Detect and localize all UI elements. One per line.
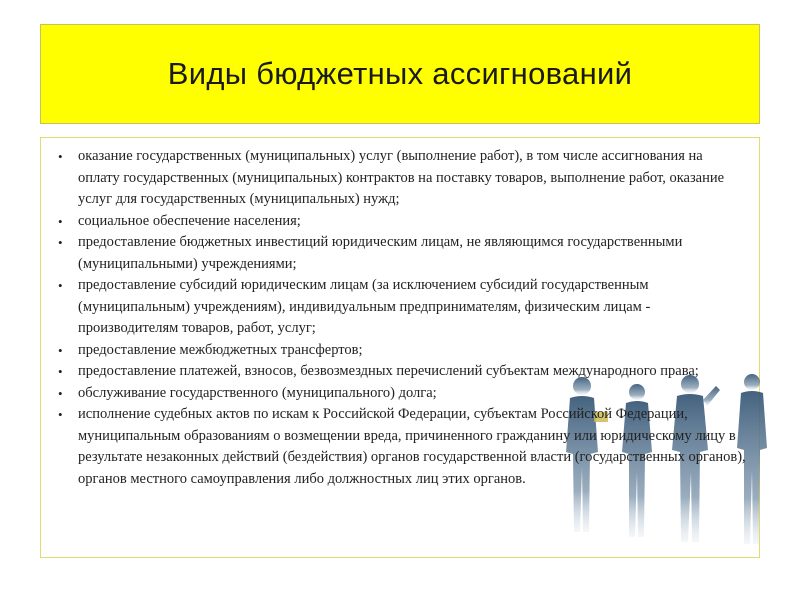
list-item-text: предоставление субсидий юридическим лицам (за исключением субсидий государственным (муниципальным) учреждениям), индивидуальным предпринимателям, физическим лицам - производителям товаров, работ, услуг; [78,277,651,336]
list-item-text: предоставление платежей, взносов, безвозмездных перечислений субъектам международного права; [78,363,699,379]
list-item-text: предоставление бюджетных инвестиций юридическим лицам, не являющимся государственными (муниципальными) учреждениями; [78,234,683,272]
list-item [58,211,748,233]
list-item-text: предоставление межбюджетных трансфертов; [78,341,363,358]
bullet-marker: • [58,213,63,229]
list-item-text: исполнение судебных актов по искам к Российской Федерации, субъектам Российской Федерации, муниципальным образованиям о возмещении вреда, причиненного гражданину или юридическому лицу в результате незаконных действий (бездействия) органов государственной власти (государственных органов), органов местного самоуправления либо должностных лиц этих органов. [78,406,746,487]
list-item [58,232,748,275]
bullet-marker: • [58,342,63,358]
list-item-text: социальное обеспечение населения; [78,212,301,229]
list-item [58,404,748,490]
assignment-types-list [58,146,748,490]
list-item [58,383,748,405]
bullet-marker: • [58,235,63,250]
bullet-marker: • [58,385,63,401]
list-item [58,275,748,340]
bullet-marker: • [58,364,63,379]
list-item-text: оказание государственных (муниципальных) услуг (выполнение работ), в том числе ассигнования на оплату государственных (муниципальных) контрактов на поставку товаров, выполнение работ, оказание услуг для государственных (муниципальных) нужд; [78,148,725,207]
list-item [58,146,748,211]
title-banner [40,24,760,124]
list-item [58,340,748,362]
list-item [58,361,748,383]
slide-title: Виды бюджетных ассигнований [167,56,633,91]
bullet-marker: • [58,407,63,422]
list-item-text: обслуживание государственного (муниципального) долга; [78,384,437,401]
bullet-marker: • [58,278,63,293]
bullet-marker: • [58,149,63,164]
